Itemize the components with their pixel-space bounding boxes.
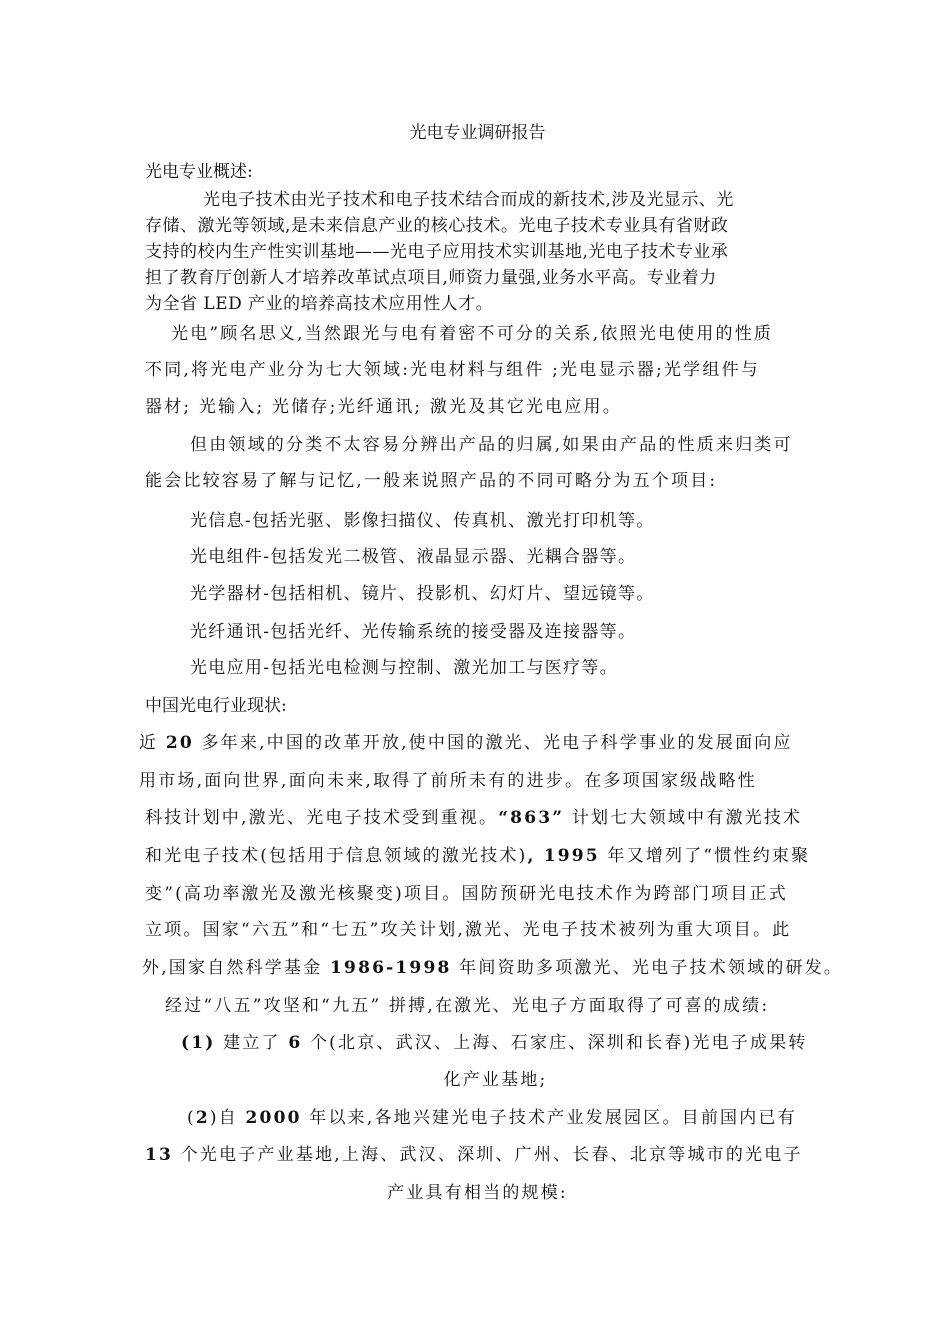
- overview-para1-line: 存储、激光等领域,是未来信息产业的核心技术。光电子技术专业具有省财政: [145, 216, 729, 236]
- overview-para2-line: 光电”顾名思义,当然跟光与电有着密不可分的关系,依照光电使用的性质: [171, 324, 774, 344]
- overview-para2-line: 器材; 光输入; 光储存;光纤通讯; 激光及其它光电应用。: [145, 397, 622, 417]
- status-line: 近 20 多年来,中国的改革开放,使中国的激光、光电子科学事业的发展面向应: [139, 733, 793, 753]
- status-line: 变”(高功率激光及激光核聚变)项目。国防预研光电技术作为跨部门项目正式: [145, 884, 788, 904]
- status-line: 外,国家自然科学基金 1986-1998 年间资助多项激光、光电子技术领域的研发。: [142, 958, 844, 978]
- product-item: 光信息-包括光驱、影像扫描仪、传真机、激光打印机等。: [190, 511, 655, 531]
- product-item: 光学器材-包括相机、镜片、投影机、幻灯片、望远镜等。: [190, 584, 655, 604]
- achievement-item-cont: 化产业基地;: [443, 1070, 548, 1090]
- overview-para1-line: 为全省 LED 产业的培养高技术应用性人才。: [145, 294, 494, 314]
- status-line: 和光电子技术(包括用于信息领域的激光技术), 1995 年又增列了“惯性约束聚: [145, 846, 811, 866]
- status-line: 立项。国家“六五”和“七五”攻关计划,激光、光电子技术被列为重大项目。此: [145, 920, 792, 940]
- status-line: 经过“八五”攻坚和“九五” 拼搏,在激光、光电子方面取得了可喜的成绩:: [165, 996, 770, 1016]
- overview-para3-line: 但由领域的分类不太容易分辨出产品的归属,如果由产品的性质来归类可: [190, 435, 793, 455]
- overview-para1-line: 担了教育厅创新人才培养改革试点项目,师资力量强,业务水平高。专业着力: [145, 268, 717, 288]
- status-heading: 中国光电行业现状:: [145, 696, 287, 716]
- product-item: 光电组件-包括发光二极管、液晶显示器、光耦合器等。: [190, 547, 637, 567]
- overview-para1-line: 光电子技术由光子技术和电子技术结合而成的新技术,涉及光显示、光: [203, 190, 734, 210]
- status-line: 用市场,面向世界,面向未来,取得了前所未有的进步。在多项国家级战略性: [139, 771, 758, 791]
- document-title: 光电专业调研报告: [409, 123, 546, 143]
- overview-heading: 光电专业概述:: [145, 162, 253, 182]
- document-page: [139, 0, 844, 1344]
- status-line: 科技计划中,激光、光电子技术受到重视。“863” 计划七大领域中有激光技术: [145, 808, 803, 828]
- overview-para2-line: 不同,将光电产业分为七大领域:光电材料与组件 ;光电显示器;光学组件与: [145, 360, 760, 380]
- product-item: 光电应用-包括光电检测与控制、激光加工与医疗等。: [190, 658, 618, 678]
- achievement-item: (1) 建立了 6 个(北京、武汉、上海、石家庄、深圳和长春)光电子成果转: [181, 1033, 808, 1053]
- achievement-item-cont: 产业具有相当的规模:: [387, 1183, 568, 1203]
- overview-para3-line: 能会比较容易了解与记忆,一般来说照产品的不同可略分为五个项目:: [145, 471, 718, 491]
- achievement-item: (2)自 2000 年以来,各地兴建光电子技术产业发展园区。目前国内已有: [187, 1108, 797, 1128]
- product-item: 光纤通讯-包括光纤、光传输系统的接受器及连接器等。: [190, 622, 637, 642]
- achievement-item-cont: 13 个光电子产业基地,上海、武汉、深圳、广州、长春、北京等城市的光电子: [145, 1145, 803, 1165]
- overview-para1-line: 支持的校内生产性实训基地——光电子应用技术实训基地,光电子技术专业承: [145, 242, 729, 262]
